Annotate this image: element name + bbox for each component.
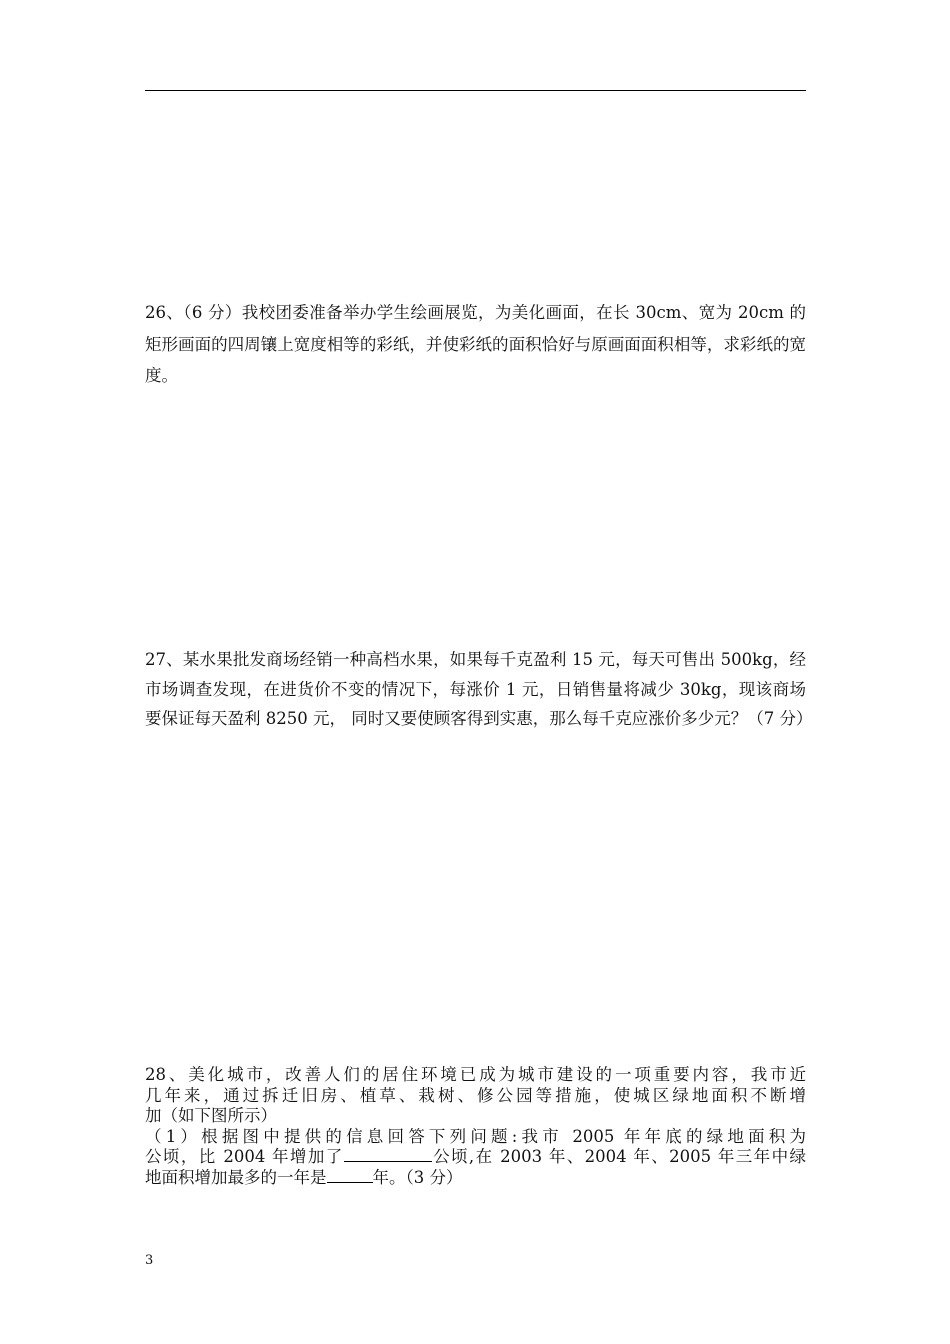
question-28-line-1: 28、美化城市，改善人们的居住环境已成为城市建设的一项重要内容，我市近: [145, 1065, 806, 1084]
question-28-line-6-text-b: 年。（3 分）: [372, 1167, 463, 1187]
answer-blank-increase[interactable]: [344, 1147, 432, 1162]
page-number: 3: [145, 1253, 154, 1268]
question-28-line-4: （1）根据图中提供的信息回答下列问题:我市 2005 年年底的绿地面积为: [145, 1126, 806, 1146]
question-28: [145, 1065, 806, 1188]
answer-blank-year[interactable]: [327, 1168, 373, 1183]
header-rule: [145, 90, 806, 91]
question-27: 27、某水果批发商场经销一种高档水果，如果每千克盈利 15 元，每天可售出 500kg，经市场调查发现，在进货价不变的情况下，每涨价 1 元，日销售量将减少 30kg，现该商场要保证每天盈利 8250 元， 同时又要使顾客得到实惠，那么每千克应涨价多少元？（7 分）: [145, 650, 813, 728]
question-28-line-5-text-a: 公顷，比 2004 年增加了: [145, 1147, 344, 1166]
question-28-line-5-text-b: 公顷,在 2003 年、2004 年、2005 年三年中绿: [431, 1147, 806, 1166]
question-28-line-6: [145, 1168, 806, 1189]
question-26: 26、（6 分）我校团委准备举办学生绘画展览，为美化画面，在长 30cm、宽为 20cm 的矩形画面的四周镶上宽度相等的彩纸，并使彩纸的面积恰好与原画面面积相等，求彩纸的宽度。: [145, 303, 806, 385]
question-28-line-2: 几年来，通过拆迁旧房、植草、栽树、修公园等措施，使城区绿地面积不断增: [145, 1085, 806, 1105]
question-28-line-5: [145, 1147, 806, 1168]
question-28-line-6-text-a: 地面积增加最多的一年是: [145, 1167, 327, 1187]
question-28-line-3: 加（如下图所示）: [145, 1106, 277, 1125]
